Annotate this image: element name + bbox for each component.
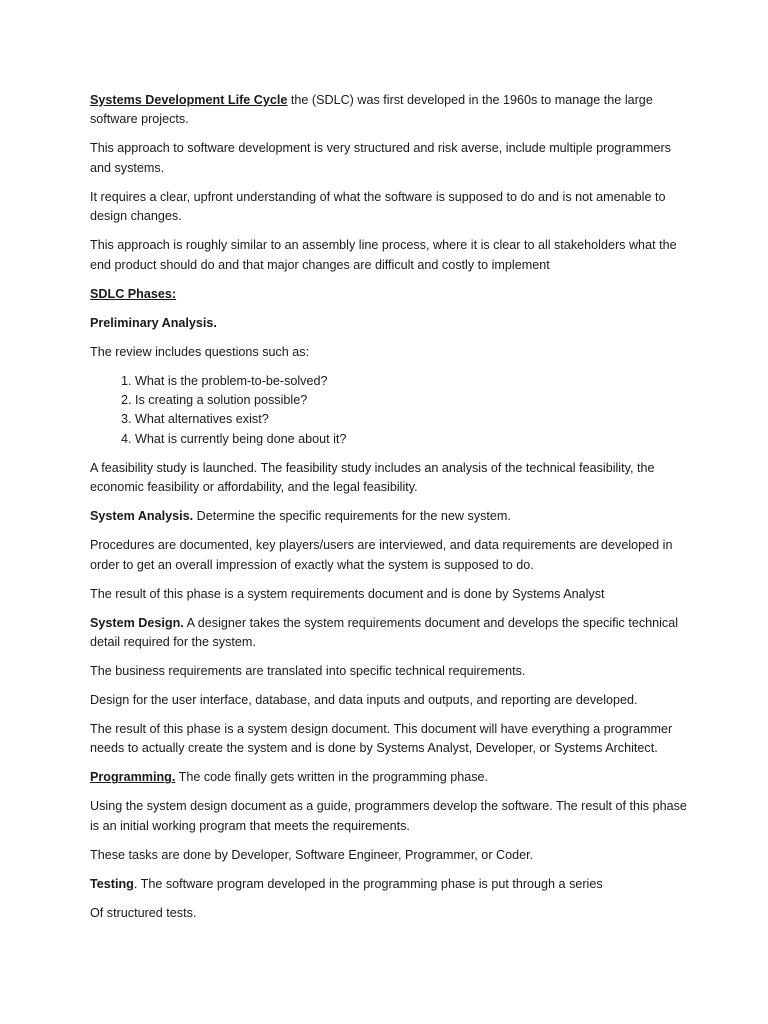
business-requirements-paragraph: The business requirements are translated into specific technical requirements. [90, 664, 526, 679]
programming-paragraph [90, 768, 688, 787]
approach-paragraph: This approach to software development is very structured and risk averse, include multiple programmers and systems. [90, 141, 671, 175]
review-intro: The review includes questions such as: [90, 344, 310, 359]
preliminary-analysis-heading: Preliminary Analysis. [90, 315, 217, 330]
list-item: 2. Is creating a solution possible? [135, 391, 688, 410]
analysis-result-paragraph: The result of this phase is a system requirements document and is done by Systems Analyst [90, 586, 605, 601]
system-design-paragraph [90, 614, 688, 653]
intro-paragraph [90, 91, 688, 130]
testing-text: . The software program developed in the programming phase is put through a series [133, 876, 603, 891]
sdlc-term: Systems Development Life Cycle [90, 93, 288, 107]
questions-list [90, 372, 688, 450]
testing-heading: Testing [90, 876, 134, 891]
system-design-text: A designer takes the system requirements document and develops the specific technical detail required for the system. [90, 615, 679, 650]
system-analysis-text: Determine the specific requirements for the new system. [193, 509, 511, 524]
design-for-paragraph: Design for the user interface, database, and data inputs and outputs, and reporting are developed. [90, 693, 638, 708]
list-item: 3. What alternatives exist? [135, 410, 688, 429]
programming-heading: Programming. [90, 770, 176, 785]
design-result-paragraph: The result of this phase is a system design document. This document will have everything a programmer needs to actually create the system and is done by Systems Analyst, Developer, or Systems Architect. [90, 722, 673, 756]
structured-tests-paragraph: Of structured tests. [90, 905, 197, 920]
programming-text: The code finally gets written in the programming phase. [175, 770, 489, 785]
testing-paragraph [90, 875, 688, 894]
assembly-line-paragraph: This approach is roughly similar to an assembly line process, where it is clear to all stakeholders what the end product should do and that major changes are difficult and costly to implement [90, 238, 677, 272]
intro-text: the (SDLC) was first developed in the 1960s to manage the large software projects. [90, 93, 653, 127]
using-design-paragraph: Using the system design document as a guide, programmers develop the software. The result of this phase is an initial working program that meets the requirements. [90, 799, 687, 833]
system-analysis-paragraph [90, 507, 688, 526]
requirements-paragraph: It requires a clear, upfront understanding of what the software is supposed to do and is not amenable to design changes. [90, 189, 666, 224]
list-item: 1. What is the problem-to-be-solved? [135, 372, 688, 391]
feasibility-paragraph: A feasibility study is launched. The feasibility study includes an analysis of the technical feasibility, the economic feasibility or affordability, and the legal feasibility. [90, 460, 655, 495]
system-design-heading: System Design. [90, 615, 184, 630]
system-analysis-heading: System Analysis. [90, 509, 194, 524]
list-item: 4. What is currently being done about it? [135, 430, 688, 449]
procedures-paragraph: Procedures are documented, key players/users are interviewed, and data requirements are developed in order to get an overall impression of exactly what the system is supposed to do. [90, 538, 673, 572]
phases-heading: SDLC Phases: [90, 286, 177, 301]
tasks-paragraph: These tasks are done by Developer, Software Engineer, Programmer, or Coder. [90, 847, 534, 862]
